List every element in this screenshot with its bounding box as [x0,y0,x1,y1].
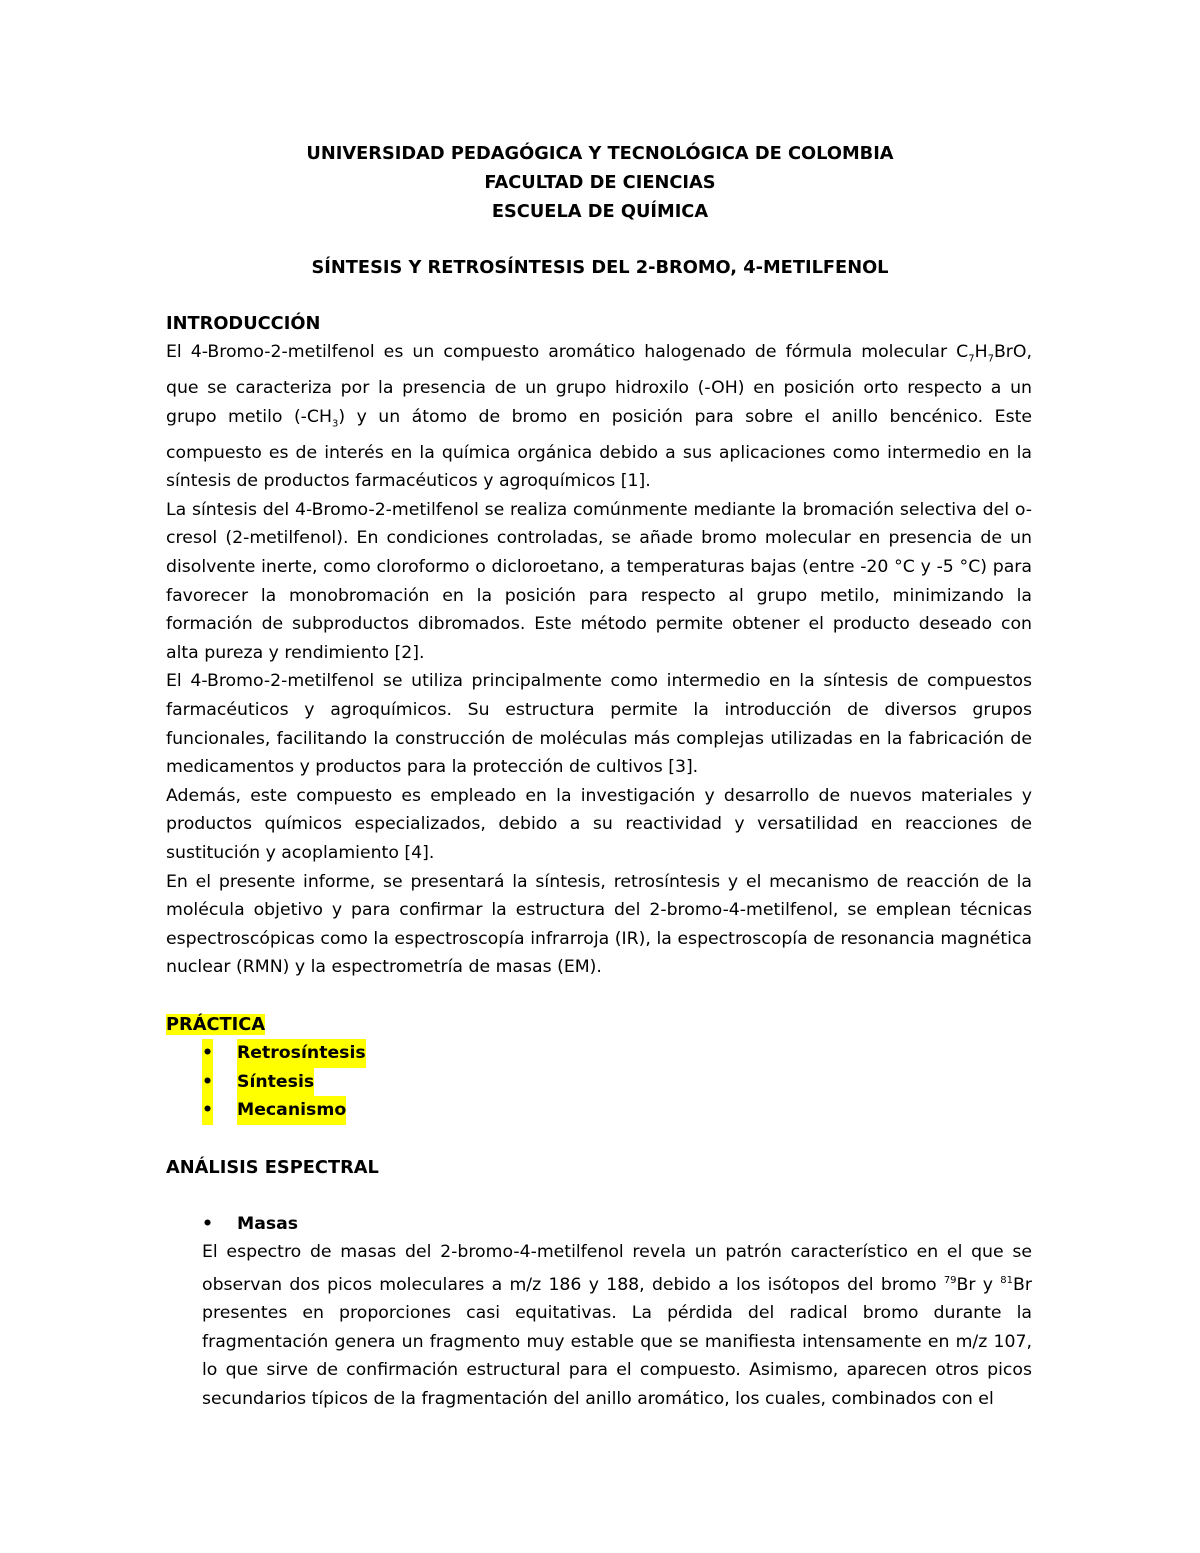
practica-item-mecanismo: Mecanismo [237,1096,346,1125]
document-header [0,139,1200,226]
masas-label: Masas [237,1213,299,1234]
practica-list [166,1039,1032,1125]
list-item [166,1096,1032,1125]
faculty-name: FACULTAD DE CIENCIAS [484,172,716,193]
list-item [166,1210,1032,1239]
intro-paragraph-5: En el presente informe, se presentará la síntesis, retrosíntesis y el mecanismo de reacción de la molécula objetivo y para confirmar la estructura del 2-bromo-4-metilfenol, se emplean técnicas espectroscópicas como la espectroscopía infrarroja (IR), la espectroscopía de resonancia magnética nuclear (RMN) y la espectrometría de masas (EM). [166,871,1032,978]
bullet-icon: • [202,1213,214,1234]
practica-item-sintesis: Síntesis [237,1068,314,1097]
university-name: UNIVERSIDAD PEDAGÓGICA Y TECNOLÓGICA DE COLOMBIA [306,143,894,164]
document-body [166,309,1032,1414]
intro-paragraph-1: El 4-Bromo-2-metilfenol es un compuesto aromático halogenado de fórmula molecular $C_7H_7BrO$, que se caracteriza por la presencia de un grupo hidroxilo (-OH) en posición orto respecto a un grupo metilo $(-CH_3)$ y un átomo de bromo en posición para sobre el anillo bencénico. Este compuesto es de interés en la química orgánica debido a sus aplicaciones como intermedio en la síntesis de productos farmacéuticos y agroquímicos [1]. [166,342,1032,492]
analisis-heading: ANÁLISIS ESPECTRAL [166,1156,379,1178]
analisis-list [166,1210,1032,1239]
masas-paragraph: El espectro de masas del 2-bromo-4-metilfenol revela un patrón característico en el que se observan dos picos moleculares a m/z 186 y 188, debido a los isótopos del bromo $^{79}$Br y $^{81}$Br presentes en proporciones casi equitativas. La pérdida del radical bromo durante la fragmentación genera un fragmento muy estable que se manifiesta intensamente en m/z 107, lo que sirve de confirmación estructural para el compuesto. Asimismo, aparecen otros picos secundarios típicos de la fragmentación del anillo aromático, los cuales, combinados con el [202,1242,1032,1410]
intro-paragraph-2: La síntesis del 4-Bromo-2-metilfenol se realiza comúnmente mediante la bromación selectiva del o-cresol (2-metilfenol). En condiciones controladas, se añade bromo molecular en presencia de un disolvente inerte, como cloroformo o dicloroetano, a temperaturas bajas (entre -20 °C y -5 °C) para favorecer la monobromación en la posición para respecto al grupo metilo, minimizando la formación de subproductos dibromados. Este método permite obtener el producto deseado con alta pureza y rendimiento [2]. [166,499,1032,663]
bullet-icon: • [202,1096,213,1125]
bullet-icon: • [202,1068,213,1097]
document-title: SÍNTESIS Y RETROSÍNTESIS DEL 2-BROMO, 4-METILFENOL [311,257,889,278]
practica-heading: PRÁCTICA [166,1013,266,1035]
bullet-icon: • [202,1039,213,1068]
intro-heading: INTRODUCCIÓN [166,313,321,334]
intro-paragraph-4: Además, este compuesto es empleado en la investigación y desarrollo de nuevos materiales y productos químicos especializados, debido a su reactividad y versatilidad en reacciones de sustitución y acoplamiento [4]. [166,785,1032,863]
list-item [166,1039,1032,1068]
school-name: ESCUELA DE QUÍMICA [491,201,709,222]
list-item [166,1068,1032,1097]
practica-item-retrosintesis: Retrosíntesis [237,1039,366,1068]
intro-paragraph-3: El 4-Bromo-2-metilfenol se utiliza principalmente como intermedio en la síntesis de compuestos farmacéuticos y agroquímicos. Su estructura permite la introducción de diversos grupos funcionales, facilitando la construcción de moléculas más complejas utilizadas en la fabricación de medicamentos y productos para la protección de cultivos [3]. [166,671,1032,778]
